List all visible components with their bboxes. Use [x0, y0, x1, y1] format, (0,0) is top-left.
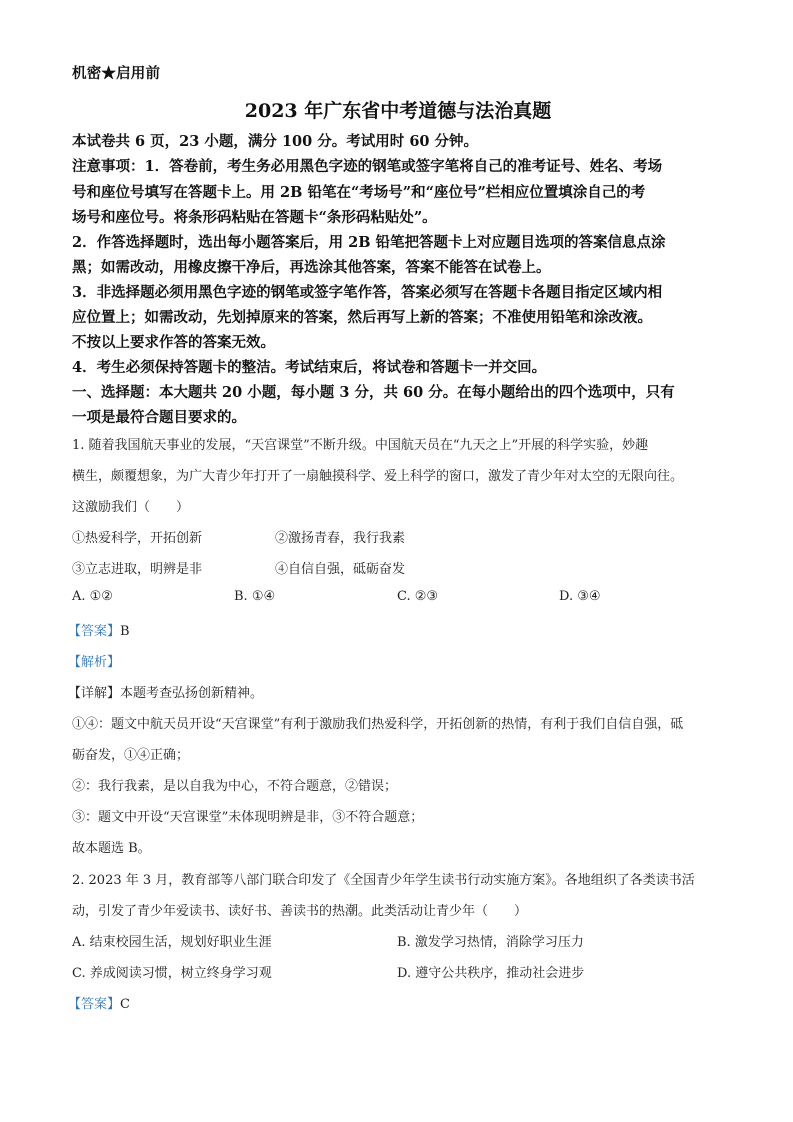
instruction-line: 2．作答选择题时，选出每小题答案后，用 2B 铅笔把答题卡上对应题目选项的答案信息点涂: [72, 234, 666, 251]
detail-text: 本题考查弘扬创新精神。: [120, 686, 264, 701]
q1-answer: [68, 620, 130, 639]
q1-option-c: C. ②③: [397, 589, 439, 604]
instruction-line: 4．考生必须保持答题卡的整洁。考试结束后，将试卷和答题卡一并交回。: [72, 359, 547, 376]
q1-explanation: ①④：题文中航天员开设“天宫课堂”有利于激励我们热爱科学，开拓创新的热情，有利于我们自信自强，砥: [72, 717, 684, 732]
q2-option-d: D. 遵守公共秩序，推动社会进步: [397, 966, 585, 981]
q1-option-a: A. ①②: [72, 589, 113, 604]
q2-option-c: C. 养成阅读习惯，树立终身学习观: [72, 966, 272, 981]
answer-tag: 【答案】: [68, 997, 121, 1012]
q2-option-b: B. 激发学习热情，消除学习压力: [397, 935, 584, 950]
detail-tag: 【详解】: [68, 686, 121, 701]
answer-tag: 【答案】: [68, 624, 121, 639]
answer-value: B: [120, 624, 130, 639]
q1-detail: [68, 682, 263, 701]
q1-stem: 1. 随着我国航天事业的发展，“天宫课堂”不断升级。中国航天员在“九天之上”开展的科学实验，妙趣: [72, 438, 649, 453]
q1-statement: ④自信自强，砥砺奋发: [275, 562, 406, 577]
instruction-line: 黑；如需改动，用橡皮擦干净后，再选涂其他答案，答案不能答在试卷上。: [72, 259, 551, 276]
q1-statement: ②激扬青春，我行我素: [275, 531, 406, 546]
answer-value: C: [120, 997, 130, 1012]
q1-explanation: 故本题选 B。: [72, 841, 151, 856]
section-heading: 一、选择题：本大题共 20 小题，每小题 3 分，共 60 分。在每小题给出的四个选项中，只有: [72, 384, 675, 401]
q1-option-d: D. ③④: [559, 589, 601, 604]
instruction-line: 应位置上；如需改动，先划掉原来的答案，然后再写上新的答案；不准使用铅笔和涂改液。: [72, 309, 652, 326]
q1-explanation: ③：题文中开设“天宫课堂”未体现明辨是非，③不符合题意；: [72, 810, 424, 825]
instruction-line: 注意事项：1．答卷前，考生务必用黑色字迹的钢笔或签字笔将自己的准考证号、姓名、考场: [72, 158, 663, 175]
instruction-line: 3．非选择题必须用黑色字迹的钢笔或签字笔作答，答案必须写在答题卡各题目指定区域内相: [72, 284, 663, 301]
q2-stem: 2. 2023 年 3 月，教育部等八部门联合印发了《全国青少年学生读书行动实施方案》。各地组织了各类读书活: [72, 873, 695, 888]
instruction-line: 号和座位号填写在答题卡上。用 2B 铅笔在“考场号”和“座位号”栏相应位置填涂自己的考: [72, 184, 646, 201]
q1-explanation: 砺奋发，①④正确；: [72, 748, 190, 763]
confidential-label: 机密★启用前: [72, 65, 161, 82]
analysis-tag: 【解析】: [68, 655, 121, 670]
q1-stem: 这激励我们（ ）: [72, 500, 190, 515]
q1-explanation: ②：我行我素，是以自我为中心，不符合题意，②错误；: [72, 779, 398, 794]
instruction-line: 不按以上要求作答的答案无效。: [72, 334, 275, 351]
q2-answer: [68, 993, 130, 1012]
instruction-line: 场号和座位号。将条形码粘贴在答题卡“条形码粘贴处”。: [72, 209, 437, 226]
q2-option-a: A. 结束校园生活，规划好职业生涯: [72, 935, 272, 950]
q1-stem: 横生，颇覆想象，为广大青少年打开了一扇触摸科学、爱上科学的窗口，激发了青少年对太空的无限向往。: [72, 469, 684, 484]
q1-option-b: B. ①④: [234, 589, 276, 604]
q2-stem: 动，引发了青少年爱读书、读好书、善读书的热潮。此类活动让青少年（ ）: [72, 904, 528, 919]
q1-statement: ③立志进取，明辨是非: [72, 562, 203, 577]
exam-summary: 本试卷共 6 页，23 小题，满分 100 分。考试用时 60 分钟。: [72, 133, 479, 150]
page-title: 2023 年广东省中考道德与法治真题: [244, 100, 552, 122]
q1-statement: ①热爱科学，开拓创新: [72, 531, 203, 546]
section-heading: 一项是最符合题目要求的。: [72, 409, 246, 426]
